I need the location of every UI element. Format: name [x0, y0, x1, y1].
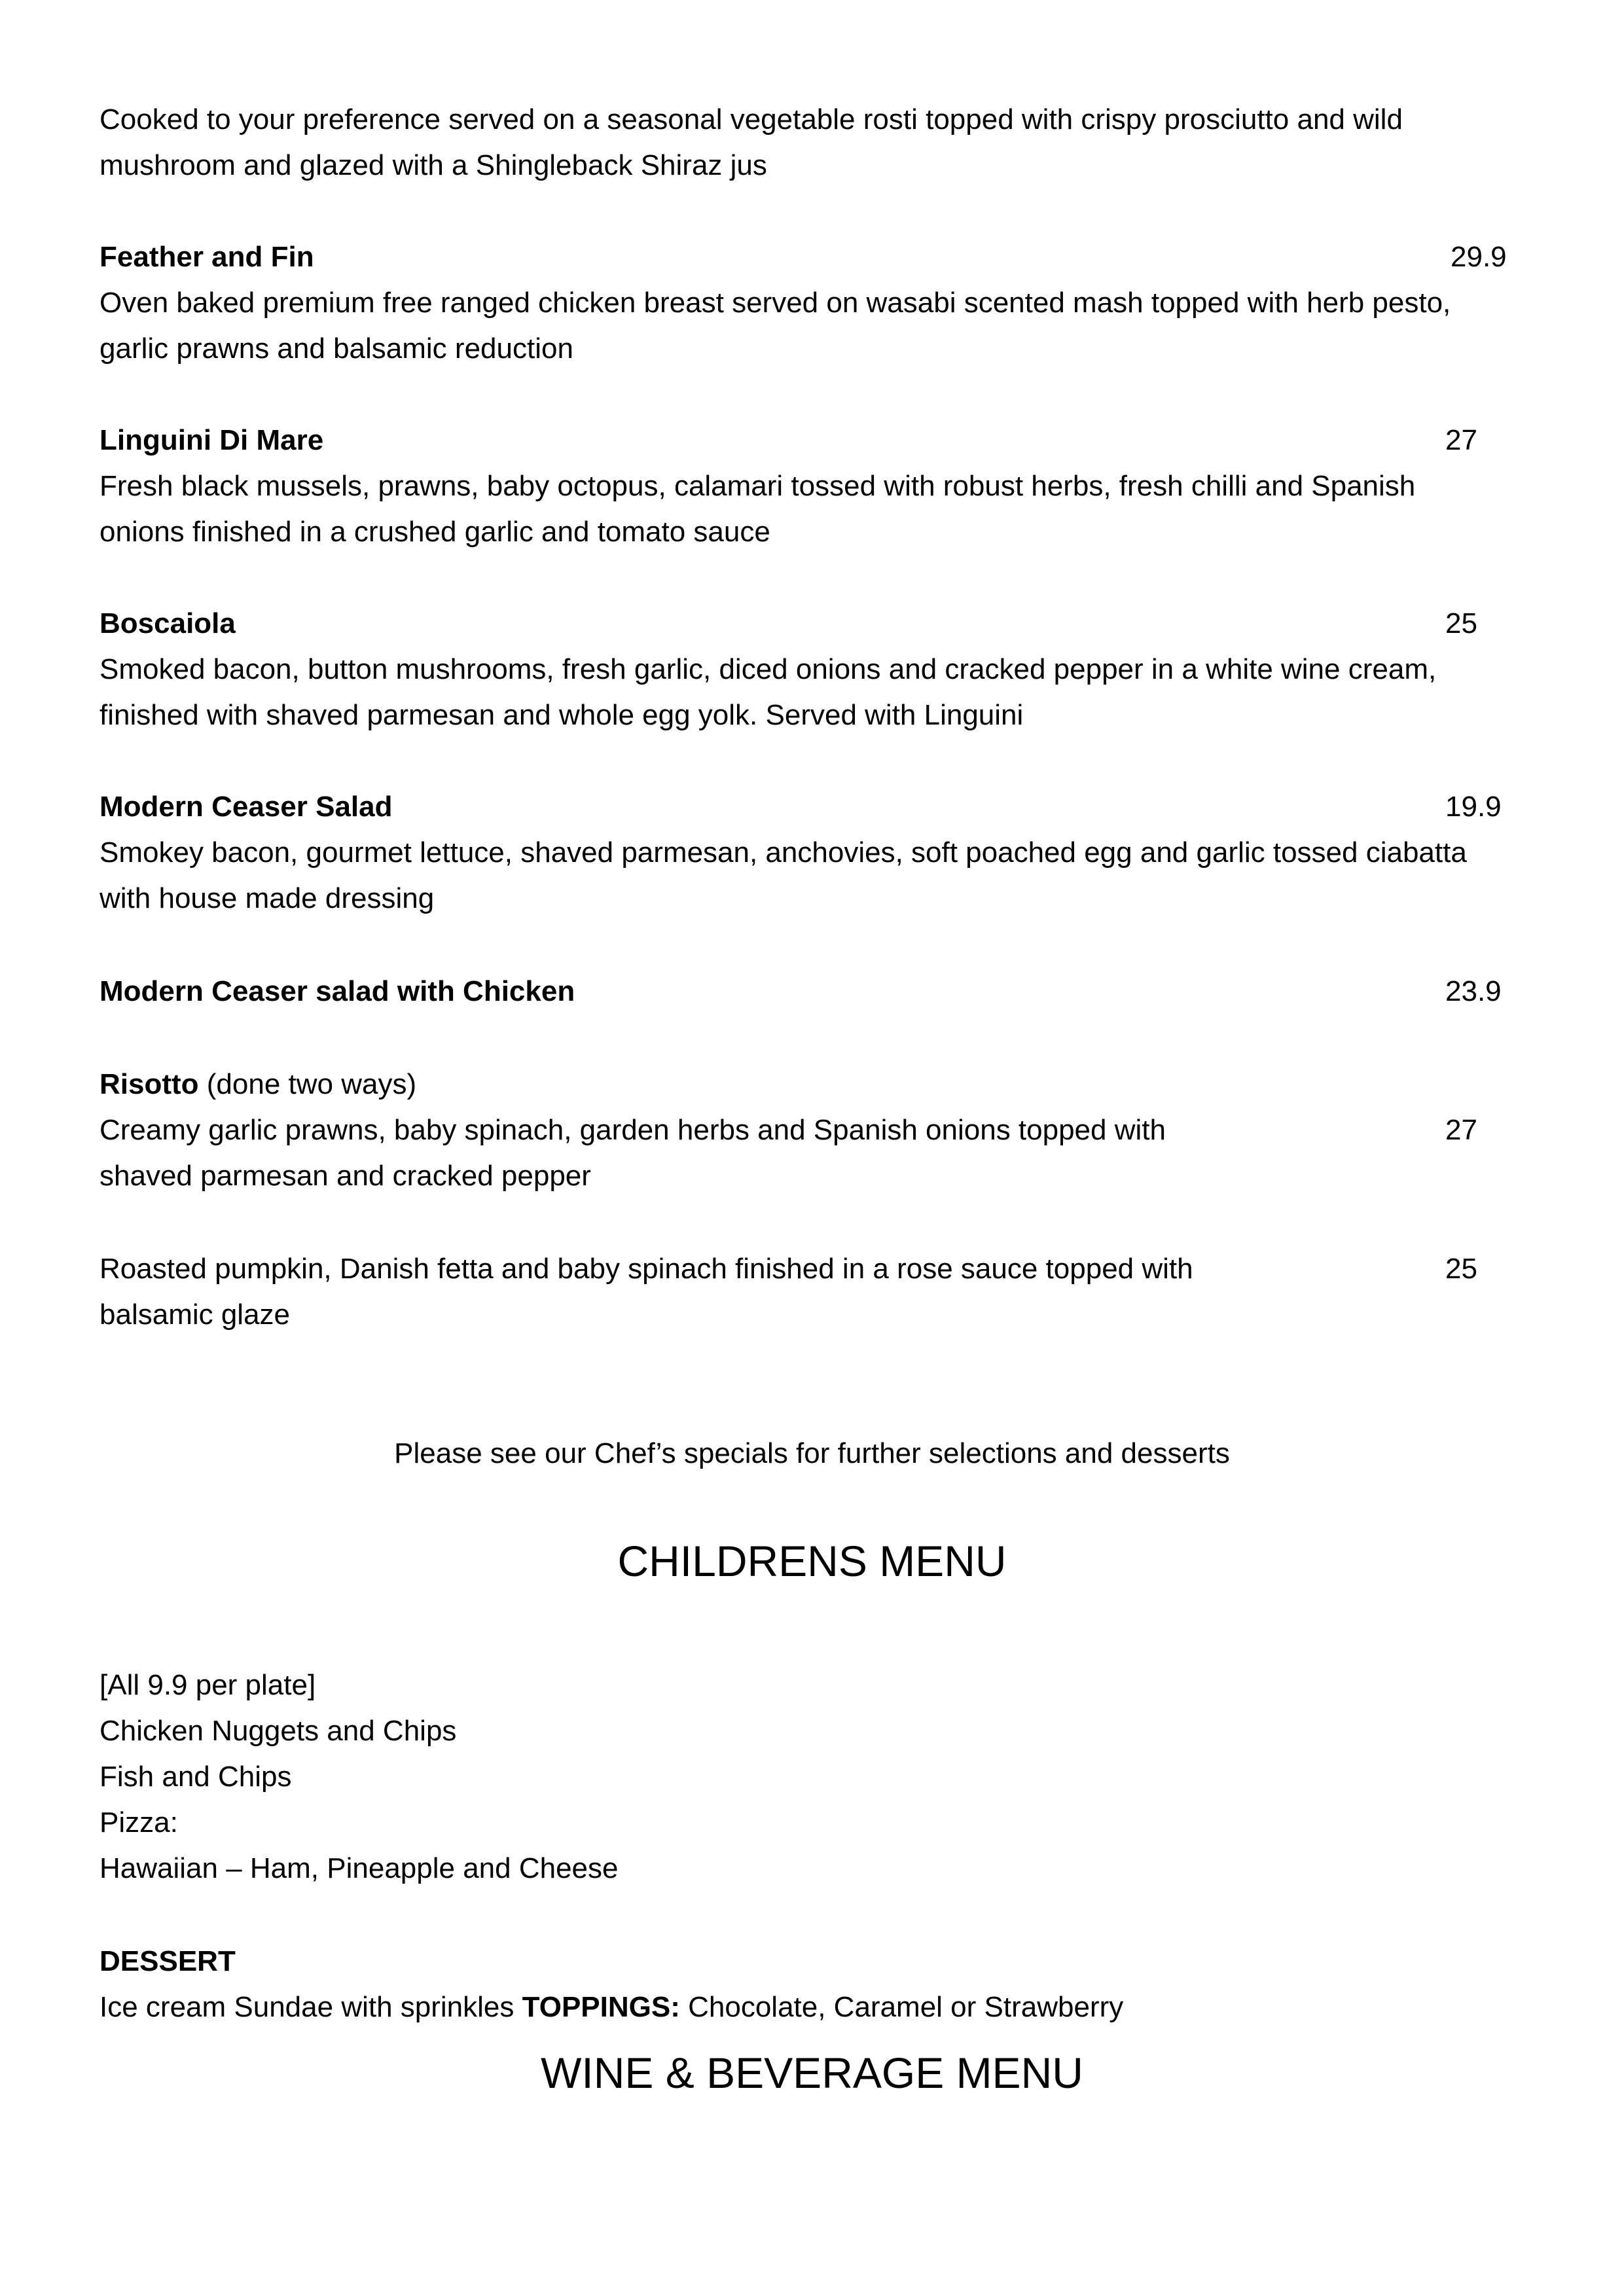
item-name-linguini-di-mare: Linguini Di Mare: [99, 424, 324, 456]
childrens-item-3: Pizza:: [99, 1806, 178, 1839]
item-desc-linguini-di-mare-1: Fresh black mussels, prawns, baby octopus, calamari tossed with robust herbs, fresh chilli and Spanish: [99, 470, 1416, 502]
childrens-menu-heading: CHILDRENS MENU: [617, 1537, 1007, 1585]
intro-line-2: mushroom and glazed with a Shingleback Shiraz jus: [99, 149, 767, 181]
risotto-option-2-desc-2: balsamic glaze: [99, 1299, 291, 1331]
toppings-text: Chocolate, Caramel or Strawberry: [679, 1991, 1124, 2023]
risotto-option-1-desc-1: Creamy garlic prawns, baby spinach, garden herbs and Spanish onions topped with: [99, 1114, 1166, 1146]
item-price-boscaiola: 25: [1445, 607, 1477, 639]
item-desc-boscaiola-2: finished with shaved parmesan and whole egg yolk. Served with Linguini: [99, 699, 1024, 731]
specials-note: Please see our Chef’s specials for further selections and desserts: [394, 1437, 1230, 1469]
item-name-feather-and-fin: Feather and Fin: [99, 241, 314, 273]
risotto-option-1-desc-2: shaved parmesan and cracked pepper: [99, 1160, 591, 1192]
childrens-item-1: Chicken Nuggets and Chips: [99, 1715, 457, 1747]
risotto-option-2-price: 25: [1445, 1253, 1477, 1285]
dessert-heading: DESSERT: [99, 1945, 236, 1977]
risotto-option-2-desc-1: Roasted pumpkin, Danish fetta and baby spinach finished in a rose sauce topped with: [99, 1253, 1193, 1285]
intro-line-1: Cooked to your preference served on a seasonal vegetable rosti topped with crispy prosciutto and wild: [99, 103, 1403, 135]
item-name-modern-ceaser-salad: Modern Ceaser Salad: [99, 791, 393, 823]
item-price-modern-ceaser-salad: 19.9: [1445, 791, 1502, 823]
item-price-linguini-di-mare: 27: [1445, 424, 1477, 456]
item-price-ceaser-salad-chicken: 23.9: [1445, 975, 1502, 1007]
item-desc-linguini-di-mare-2: onions finished in a crushed garlic and tomato sauce: [99, 516, 770, 548]
risotto-option-1-price: 27: [1445, 1114, 1477, 1146]
risotto-name: Risotto: [99, 1068, 199, 1100]
risotto-subtitle: (done two ways): [198, 1068, 417, 1100]
item-name-ceaser-salad-chicken: Modern Ceaser salad with Chicken: [99, 975, 575, 1007]
item-desc-feather-and-fin-2: garlic prawns and balsamic reduction: [99, 332, 573, 365]
item-desc-modern-ceaser-salad-2: with house made dressing: [99, 882, 435, 914]
risotto-heading: [99, 1062, 416, 1107]
item-desc-boscaiola-1: Smoked bacon, button mushrooms, fresh garlic, diced onions and cracked pepper in a white wine cream,: [99, 653, 1437, 685]
toppings-label: TOPPINGS:: [522, 1991, 680, 2023]
item-price-feather-and-fin: 29.9: [1451, 241, 1507, 273]
dessert-line: [99, 1984, 1123, 2030]
item-name-boscaiola: Boscaiola: [99, 607, 236, 639]
item-desc-feather-and-fin-1: Oven baked premium free ranged chicken breast served on wasabi scented mash topped with herb pesto,: [99, 287, 1451, 319]
childrens-item-2: Fish and Chips: [99, 1761, 292, 1793]
item-desc-modern-ceaser-salad-1: Smokey bacon, gourmet lettuce, shaved parmesan, anchovies, soft poached egg and garlic tossed ciabatta: [99, 836, 1467, 869]
wine-beverage-heading: WINE & BEVERAGE MENU: [541, 2049, 1083, 2097]
dessert-text: Ice cream Sundae with sprinkles: [99, 1991, 522, 2023]
childrens-item-4: Hawaiian – Ham, Pineapple and Cheese: [99, 1852, 619, 1884]
childrens-price-note: [All 9.9 per plate]: [99, 1669, 316, 1701]
